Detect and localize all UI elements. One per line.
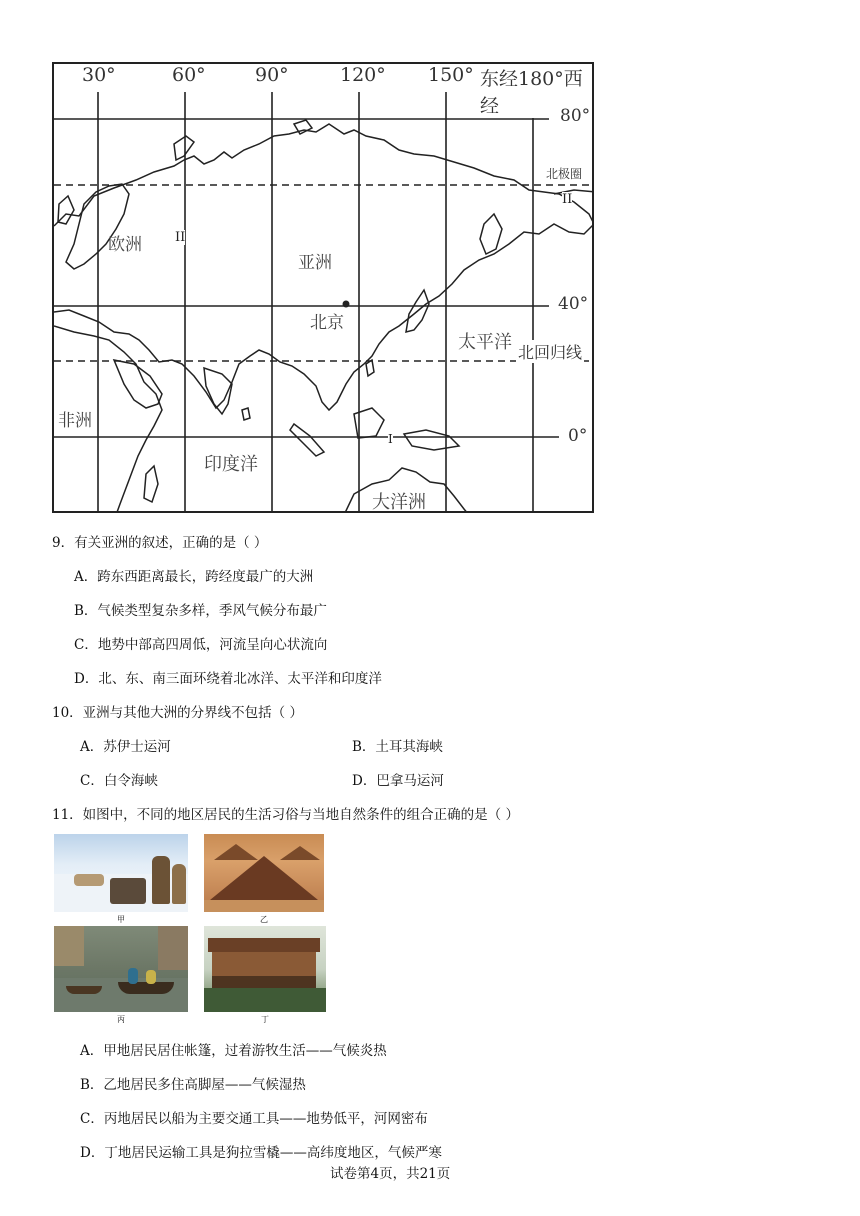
boundary-mark-two-east: II: [562, 192, 573, 207]
question-11-option-b: B．乙地居民多住高脚屋——气候湿热: [80, 1077, 306, 1093]
madagascar: [144, 466, 158, 502]
lon-label-180: 东经180°西经: [478, 64, 592, 118]
sumatra: [290, 424, 324, 456]
new-guinea: [404, 430, 459, 450]
question-11-stem: 11．如图中，不同的地区居民的生活习俗与当地自然条件的组合正确的是（ ）: [52, 807, 519, 823]
lon-label-150: 150°: [428, 64, 474, 86]
question-9-stem: 9．有关亚洲的叙述，正确的是（ ）: [52, 535, 268, 551]
caption-yi: 乙: [260, 915, 268, 924]
europe-label: 欧洲: [108, 235, 142, 255]
taiwan: [366, 360, 374, 376]
caption-jia: 甲: [117, 915, 125, 924]
lon-label-120: 120°: [340, 64, 386, 86]
pacific-label: 太平洋: [458, 332, 512, 353]
caption-ding: 丁: [261, 1015, 269, 1024]
oceania-label: 大洋洲: [372, 488, 426, 513]
question-10-option-b: B．土耳其海峡: [352, 739, 443, 755]
boundary-mark-two: II: [175, 230, 186, 245]
lon-label-90: 90°: [255, 64, 289, 86]
sri-lanka: [242, 408, 250, 420]
equator-label: 0°: [568, 426, 588, 446]
question-11-option-d: D．丁地居民运输工具是狗拉雪橇——高纬度地区，气候严寒: [80, 1145, 442, 1161]
photo-ding-stilt-house: [204, 926, 326, 1012]
arabia: [114, 360, 162, 408]
tropic-of-cancer-label: 北回归线: [516, 340, 584, 363]
page-footer: 试卷第4页，共21页: [330, 1166, 451, 1182]
kamchatka: [480, 214, 502, 254]
photo-yi-desert-tent: [204, 834, 324, 912]
question-9-option-b: B．气候类型复杂多样，季风气候分布最广: [74, 603, 327, 619]
question-9-option-d: D．北、东、南三面环绕着北冰洋、太平洋和印度洋: [74, 671, 382, 687]
question-10-option-a: A．苏伊士运河: [80, 739, 171, 755]
question-11-option-a: A．甲地居民居住帐篷，过着游牧生活——气候炎热: [80, 1043, 387, 1059]
caption-bing: 丙: [117, 1015, 125, 1024]
asia-map: [52, 62, 594, 513]
question-9-option-c: C．地势中部高四周低，河流呈向心状流向: [74, 637, 328, 653]
alaska-edge: [554, 190, 594, 194]
map-figure: [54, 64, 594, 513]
asia-label: 亚洲: [298, 253, 332, 273]
beijing-label: 北京: [310, 308, 344, 333]
question-10-option-c: C．白令海峡: [80, 773, 158, 789]
question-9-option-a: A．跨东西距离最长，跨经度最广的大洲: [74, 569, 314, 585]
boundary-mark-one: I: [388, 432, 393, 446]
africa-label: 非洲: [58, 406, 92, 431]
beijing-dot: [343, 301, 350, 308]
lat-label-80: 80°: [560, 106, 591, 126]
photo-jia-dog-sled: [54, 834, 188, 912]
photo-bing-canal-boats: [54, 926, 188, 1012]
question-10-option-d: D．巴拿马运河: [352, 773, 444, 789]
question-10-stem: 10．亚洲与其他大洲的分界线不包括（ ）: [52, 705, 303, 721]
indian-ocean-label: 印度洋: [204, 454, 258, 475]
lat-label-40: 40°: [558, 294, 589, 314]
arctic-circle-label: 北极圈: [546, 167, 583, 181]
lon-label-60: 60°: [172, 64, 206, 86]
question-11-option-c: C．丙地居民以船为主要交通工具——地势低平，河网密布: [80, 1111, 428, 1127]
lon-label-30: 30°: [82, 64, 116, 86]
